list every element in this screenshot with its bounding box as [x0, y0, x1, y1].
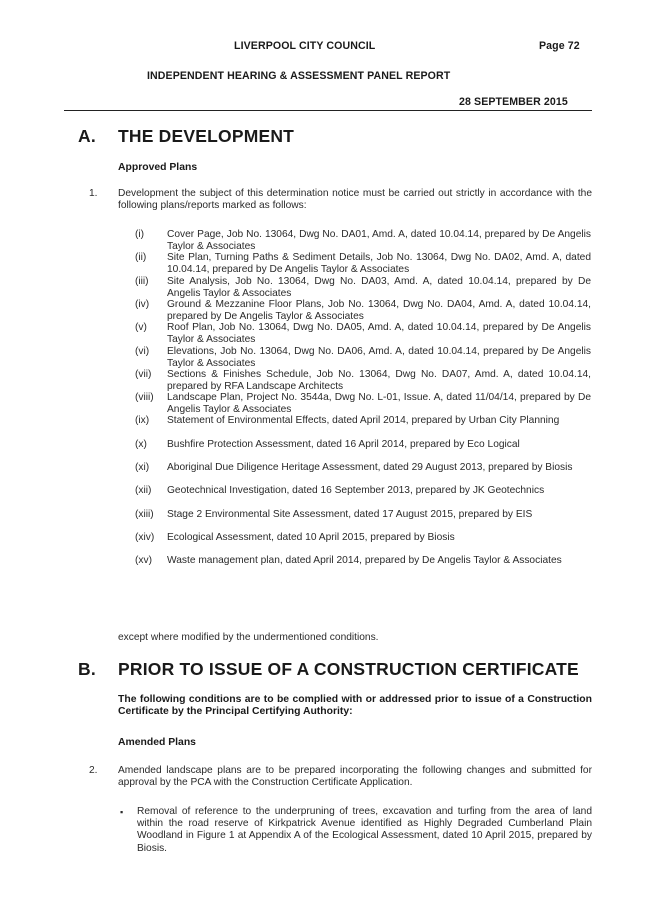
page-number: Page 72	[539, 40, 580, 52]
plan-item-number: (xi)	[135, 462, 150, 473]
plan-item-number: (x)	[135, 439, 147, 450]
plan-item-number: (iv)	[135, 299, 150, 310]
report-title: INDEPENDENT HEARING & ASSESSMENT PANEL REPORT	[147, 70, 451, 82]
header-rule	[64, 110, 592, 111]
amended-plans-heading: Amended Plans	[118, 737, 196, 748]
section-b-title: PRIOR TO ISSUE OF A CONSTRUCTION CERTIFICATE	[118, 659, 579, 679]
plan-item-text: Waste management plan, dated April 2014, prepared by De Angelis Taylor & Associates	[167, 555, 562, 566]
plan-item-text: Aboriginal Due Diligence Heritage Assessment, dated 29 August 2013, prepared by Biosis	[167, 462, 573, 473]
report-date: 28 SEPTEMBER 2015	[459, 96, 568, 108]
section-a-letter: A.	[78, 126, 96, 146]
condition-2-bullet-text: Removal of reference to the underpruning of trees, excavation and turfing from the area of land within the road reserve of Kirkpatrick Avenue identified as Highly Degraded Cumberland Plain Woodland in Figure 1 at Appendix A of the Ecological Assessment, dated 10 April 2015, prepared by Biosis.	[137, 806, 592, 854]
section-a-title: THE DEVELOPMENT	[118, 126, 295, 146]
plan-item-text: Cover Page, Job No. 13064, Dwg No. DA01, Amd. A, dated 10.04.14, prepared by De Angelis Taylor & Associates	[167, 229, 591, 253]
plan-item-text: Landscape Plan, Project No. 3544a, Dwg No. L-01, Issue. A, dated 11/04/14, prepared by De Angelis Taylor & Associates	[167, 392, 591, 416]
condition-1-number: 1.	[89, 188, 98, 199]
condition-2-number: 2.	[89, 765, 98, 776]
plan-item-number: (xiv)	[135, 532, 155, 543]
plan-item-text: Ground & Mezzanine Floor Plans, Job No. 13064, Dwg No. DA04, Amd. A, dated 10.04.14, prepared by De Angelis Taylor & Associates	[167, 299, 591, 323]
condition-1-closing: except where modified by the undermentioned conditions.	[118, 632, 379, 643]
section-b-intro: The following conditions are to be complied with or addressed prior to issue of a Construction Certificate by the Principal Certifying Authority:	[118, 694, 592, 718]
plan-item-text: Geotechnical Investigation, dated 16 September 2013, prepared by JK Geotechnics	[167, 485, 545, 496]
plan-item-text: Stage 2 Environmental Site Assessment, dated 17 August 2015, prepared by EIS	[167, 509, 533, 520]
plan-item-number: (iii)	[135, 276, 149, 287]
plan-item-number: (xii)	[135, 485, 152, 496]
plan-item-number: (ii)	[135, 252, 147, 263]
plan-item-text: Sections & Finishes Schedule, Job No. 13064, Dwg No. DA07, Amd. A, dated 10.04.14, prepared by RFA Landscape Architects	[167, 369, 591, 393]
plan-item-number: (vii)	[135, 369, 152, 380]
plan-item-number: (ix)	[135, 415, 150, 426]
plan-item-number: (xv)	[135, 555, 152, 566]
plan-item-text: Elevations, Job No. 13064, Dwg No. DA06, Amd. A, dated 10.04.14, prepared by De Angelis Taylor & Associates	[167, 346, 591, 370]
condition-2-text: Amended landscape plans are to be prepared incorporating the following changes and submitted for approval by the PCA with the Construction Certificate Application.	[118, 765, 592, 789]
plan-item-number: (viii)	[135, 392, 154, 403]
plan-item-text: Ecological Assessment, dated 10 April 2015, prepared by Biosis	[167, 532, 455, 543]
condition-1-intro: Development the subject of this determination notice must be carried out strictly in accordance with the following plans/reports marked as follows:	[118, 188, 592, 212]
plan-item-text: Site Plan, Turning Paths & Sediment Details, Job No. 13064, Dwg No. DA02, Amd. A, dated 10.04.14, prepared by De Angelis Taylor & Associates	[167, 252, 591, 276]
plan-item-number: (i)	[135, 229, 145, 240]
plan-item-text: Site Analysis, Job No. 13064, Dwg No. DA03, Amd. A, dated 10.04.14, prepared by De Angelis Taylor & Associates	[167, 276, 591, 300]
plan-item-number: (vi)	[135, 346, 150, 357]
approved-plans-heading: Approved Plans	[118, 162, 198, 173]
plan-item-number: (xiii)	[135, 509, 154, 520]
council-name: LIVERPOOL CITY COUNCIL	[234, 40, 376, 52]
bullet-marker: ▪	[120, 807, 124, 817]
plan-item-text: Statement of Environmental Effects, dated April 2014, prepared by Urban City Planning	[167, 415, 560, 426]
plan-item-text: Roof Plan, Job No. 13064, Dwg No. DA05, Amd. A, dated 10.04.14, prepared by De Angelis Taylor & Associates	[167, 322, 591, 346]
plan-item-number: (v)	[135, 322, 147, 333]
section-b-letter: B.	[78, 659, 96, 679]
plan-item-text: Bushfire Protection Assessment, dated 16 April 2014, prepared by Eco Logical	[167, 439, 520, 450]
